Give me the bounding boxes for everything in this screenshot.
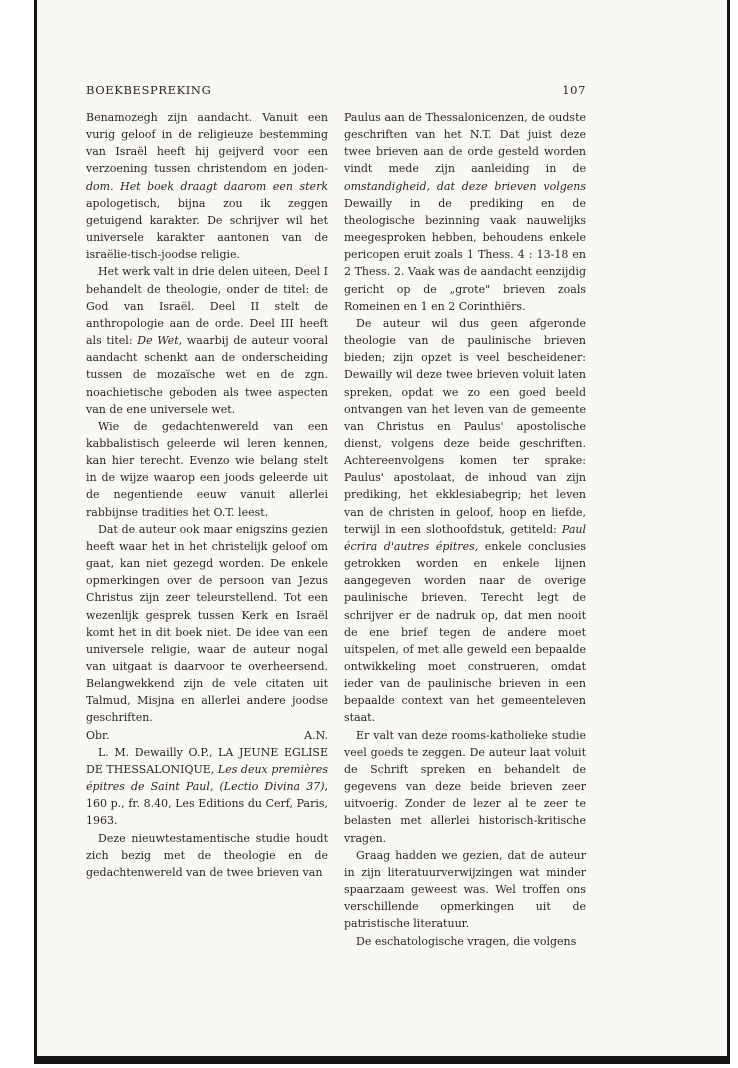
scan-border-left	[34, 0, 37, 1060]
paragraph: De eschatologische vragen, die volgens	[356, 934, 577, 948]
page-number: 107	[562, 83, 586, 97]
paragraph: De auteur wil dus geen afgeronde theologie van de paulinische brieven bieden; zijn opzet is veel bescheidener: Dewailly wil deze twee brieven voluit laten spreken, opdat we zo een goed beeld ontvangen van het leven van de gemeente van Christus en Paulus' apostolische dienst, volgens deze beide geschriften. Achtereenvolgens komen ter sprake: Paulus' apostolaat, de inhoud van zijn prediking, het ekklesiabegrip; het leven van de christen in geloof, hoop en liefde, terwijl in een slothoofdstuk, getiteld: Paul écrira d'autres épitres, enkele conclusies getrokken worden en enkele lijnen aangegeven worden naar de overige paulinische brieven. Terecht legt de schrijver er de nadruk op, dat men nooit de ene brief tegen de andere moet uitspelen, of met alle geweld een bepaalde ontwikkeling moet construeren, omdat ieder van de paulinische brieven in een bepaalde context van het gemeenteleven staat.	[344, 316, 586, 725]
running-header	[86, 83, 586, 97]
section-title: BOEKBESPREKING	[86, 83, 212, 97]
signature-initials: A.N.	[304, 728, 328, 742]
paragraph: Paulus aan de Thessalonicenzen, de oudste geschriften van het N.T. Dat juist deze twee brieven aan de orde gesteld worden vindt mede zijn aanleiding in de omstandigheid, dat deze brieven volgens Dewailly in de prediking en de theologische bezinning vaak nauwelijks meegesproken hebben, behoudens enkele pericopen eruit zoals 1 Thess. 4 : 13-18 en 2 Thess. 2. Vaak was de aandacht eenzijdig gericht op de „grote" brieven zoals Romeinen en 1 en 2 Corinthiërs.	[344, 111, 586, 313]
paragraph: Benamozegh zijn aandacht. Vanuit een vurig geloof in de religieuze bestemming van Israël heeft hij geijverd voor een verzoening tussen christendom en joden- dom. Het boek draagt daarom een sterk apologetisch, bijna zou ik zeggen getuigend karakter. De schrijver wil het universele karakter aantonen van de israëlie-tisch-joodse religie.	[86, 111, 328, 262]
paragraph: Er valt van deze rooms-katholieke studie veel goeds te zeggen. De auteur laat voluit de Schrift spreken en behandelt de gegevens van deze beide brieven zeer uitvoerig. Zonder de lezer al te zeer te belasten met allerlei historisch-kritische vragen.	[344, 728, 586, 845]
paragraph: Dat de auteur ook maar enigszins gezien heeft waar het in het christelijk geloof om gaat, kan niet gezegd worden. De enkele opmerkingen over de persoon van Jezus Christus zijn zeer teleurstellend. Tot een wezenlijk gesprek tussen Kerk en Israël komt het in dit boek niet. De idee van een universele religie, waar de auteur nogal van uitgaat is daarvoor te overheersend. Belangwekkend zijn de vele citaten uit Talmud, Misjna en allerlei andere joodse geschriften.	[86, 522, 328, 725]
scan-border-bottom	[34, 1056, 730, 1064]
paragraph: Graag hadden we gezien, dat de auteur in zijn literatuurverwijzingen wat minder spaarzaam geweest was. Wel troffen ons verschillende opmerkingen uit de patristische literatuur.	[344, 848, 586, 931]
paragraph: Deze nieuwtestamentische studie houdt zich bezig met de theologie en de gedachtenwereld van de twee brieven van	[86, 831, 328, 879]
left-column	[86, 109, 328, 881]
signature-place: Obr.	[86, 728, 110, 742]
right-column	[344, 109, 586, 950]
paragraph: Het werk valt in drie delen uiteen, Deel I behandelt de theologie, onder de titel: de God van Israël. Deel II stelt de anthropologie aan de orde. Deel III heeft als titel: De Wet, waarbij de auteur vooral aandacht schenkt aan de onderscheiding tussen de mozaïsche wet en de zgn. noachietische geboden als twee aspecten van de ene universele wet.	[86, 265, 329, 416]
scan-border-right	[727, 0, 730, 1060]
review-signature	[86, 727, 328, 744]
book-reference: L. M. Dewailly O.P., LA JEUNE EGLISE DE THESSALONIQUE, Les deux premières épitres de Saint Paul, (Lectio Divina 37), 160 p., fr. 8.40, Les Editions du Cerf, Paris, 1963.	[86, 745, 328, 828]
paragraph: Wie de gedachtenwereld van een kabbalistisch geleerde wil leren kennen, kan hier terecht. Evenzo wie belang stelt in de wijze waarop een joods geleerde uit de negentiende eeuw vanuit allerlei rabbijnse tradities het O.T. leest.	[86, 419, 328, 519]
